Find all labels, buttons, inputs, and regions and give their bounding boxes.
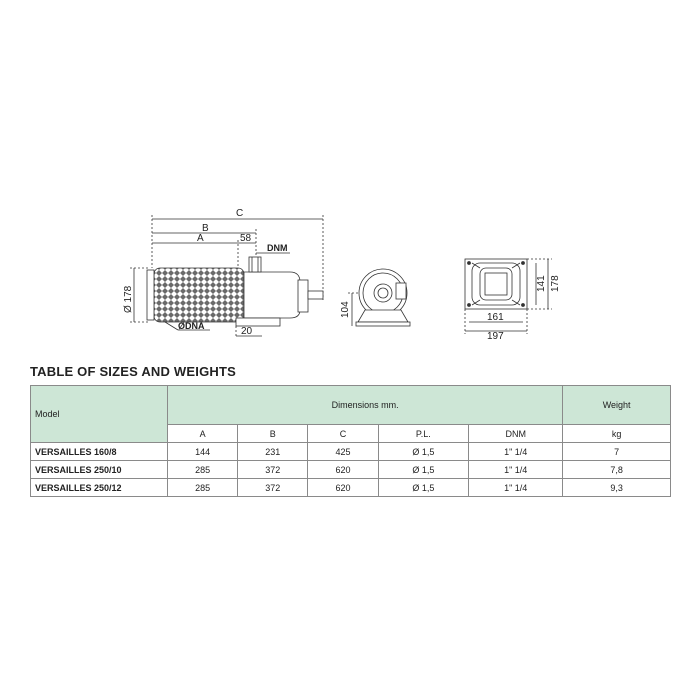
dim-label-178-right: 178	[550, 275, 561, 292]
dim-label-a: A	[197, 233, 204, 244]
row-model: VERSAILLES 250/10	[31, 461, 168, 479]
row-model: VERSAILLES 250/12	[31, 479, 168, 497]
table-row	[31, 443, 671, 461]
weight-unit: kg	[563, 425, 671, 443]
side-view	[130, 215, 323, 338]
row-cell-dnm: 1" 1/4	[469, 461, 563, 479]
column-header-pl: P.L.	[378, 425, 469, 443]
row-cell-weight: 7	[563, 443, 671, 461]
dim-label-dna: ØDNA	[178, 321, 205, 331]
table-row	[31, 461, 671, 479]
row-cell-a: 285	[168, 479, 238, 497]
dim-label-20: 20	[241, 326, 253, 337]
row-cell-weight: 7,8	[563, 461, 671, 479]
front-view	[348, 269, 410, 326]
base-view	[465, 259, 552, 334]
dim-label-104: 104	[340, 301, 351, 318]
dim-label-141: 141	[536, 275, 547, 292]
dim-label-178-left: Ø 178	[123, 285, 134, 313]
dim-label-dnm: DNM	[267, 243, 288, 253]
row-cell-c: 620	[308, 461, 378, 479]
row-cell-a: 285	[168, 461, 238, 479]
dim-label-161: 161	[487, 312, 504, 323]
row-cell-pl: Ø 1,5	[378, 461, 469, 479]
row-cell-c: 620	[308, 479, 378, 497]
row-cell-c: 425	[308, 443, 378, 461]
row-cell-pl: Ø 1,5	[378, 443, 469, 461]
dim-label-c: C	[236, 208, 244, 219]
dim-label-b: B	[202, 223, 209, 234]
row-cell-a: 144	[168, 443, 238, 461]
row-cell-b: 372	[238, 461, 308, 479]
sizes-table	[30, 385, 671, 497]
technical-drawing	[0, 200, 700, 350]
column-header-a: A	[168, 425, 238, 443]
row-model: VERSAILLES 160/8	[31, 443, 168, 461]
model-header: Model	[31, 386, 168, 443]
row-cell-weight: 9,3	[563, 479, 671, 497]
row-cell-b: 372	[238, 479, 308, 497]
row-cell-dnm: 1" 1/4	[469, 443, 563, 461]
row-cell-pl: Ø 1,5	[378, 479, 469, 497]
column-header-b: B	[238, 425, 308, 443]
table-row	[31, 479, 671, 497]
column-header-c: C	[308, 425, 378, 443]
row-cell-b: 231	[238, 443, 308, 461]
weight-header: Weight	[563, 386, 671, 425]
dim-label-58: 58	[240, 233, 252, 244]
column-header-dnm: DNM	[469, 425, 563, 443]
dim-label-197: 197	[487, 331, 504, 342]
table-title: TABLE OF SIZES AND WEIGHTS	[30, 364, 236, 379]
row-cell-dnm: 1" 1/4	[469, 479, 563, 497]
dimensions-header: Dimensions mm.	[168, 386, 563, 425]
